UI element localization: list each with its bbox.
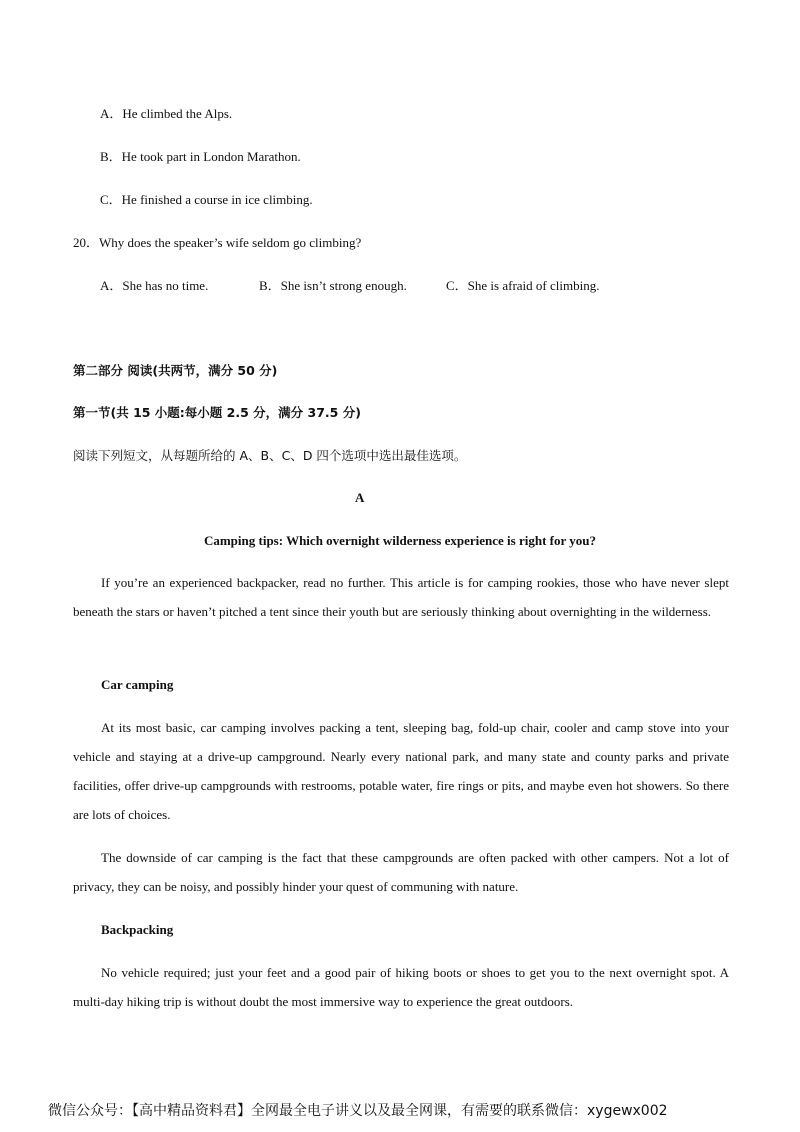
q20-question: 20．Why does the speaker’s wife seldom go climbing? xyxy=(73,235,362,250)
q20-option-b: B．She isn’t strong enough. xyxy=(259,278,407,293)
instruction: 阅读下列短文，从每题所给的 A、B、C、D 四个选项中选出最佳选项。 xyxy=(73,448,467,463)
passage-title: Camping tips: Which overnight wilderness experience is right for you? xyxy=(203,533,597,548)
q20-option-a: A．She has no time. xyxy=(100,278,209,293)
heading-car-camping: Car camping xyxy=(101,677,174,692)
subsection-title: 第一节(共 15 小题:每小题 2.5 分，满分 37.5 分) xyxy=(73,405,361,420)
footer-note: 微信公众号：【高中精品资料君】全网最全电子讲义以及最全网课，有需要的联系微信：xygewx002 xyxy=(48,1103,668,1119)
passage-letter: A xyxy=(355,490,365,505)
car-camping-paragraph-2: The downside of car camping is the fact that these campgrounds are often packed with other campers. Not a lot of privacy, they can be noisy, and possibly hinder your quest of communing with nature. xyxy=(73,850,729,894)
intro-paragraph: If you’re an experienced backpacker, read no further. This article is for camping rookies, those who have never slept beneath the stars or haven’t pitched a tent since their youth but are seriously thinking about overnighting in the wilderness. xyxy=(73,575,729,619)
car-camping-paragraph-1: At its most basic, car camping involves packing a tent, sleeping bag, fold-up chair, cooler and camp stove into your vehicle and staying at a drive-up campground. Nearly every national park, and many state and county parks and private facilities, offer drive-up campgrounds with restrooms, potable water, fire rings or pits, and maybe even hot showers. So there are lots of choices. xyxy=(73,720,729,822)
q19-option-c: C．He finished a course in ice climbing. xyxy=(100,192,313,207)
heading-backpacking: Backpacking xyxy=(101,922,174,937)
q20-option-c: C．She is afraid of climbing. xyxy=(446,278,600,293)
q19-option-b: B．He took part in London Marathon. xyxy=(100,149,301,164)
part-title: 第二部分 阅读(共两节，满分 50 分) xyxy=(73,363,278,378)
backpacking-paragraph: No vehicle required; just your feet and a good pair of hiking boots or shoes to get you to the next overnight spot. A multi-day hiking trip is without doubt the most immersive way to experience the great outdoors. xyxy=(73,965,729,1009)
q19-option-a: A．He climbed the Alps. xyxy=(100,106,233,121)
